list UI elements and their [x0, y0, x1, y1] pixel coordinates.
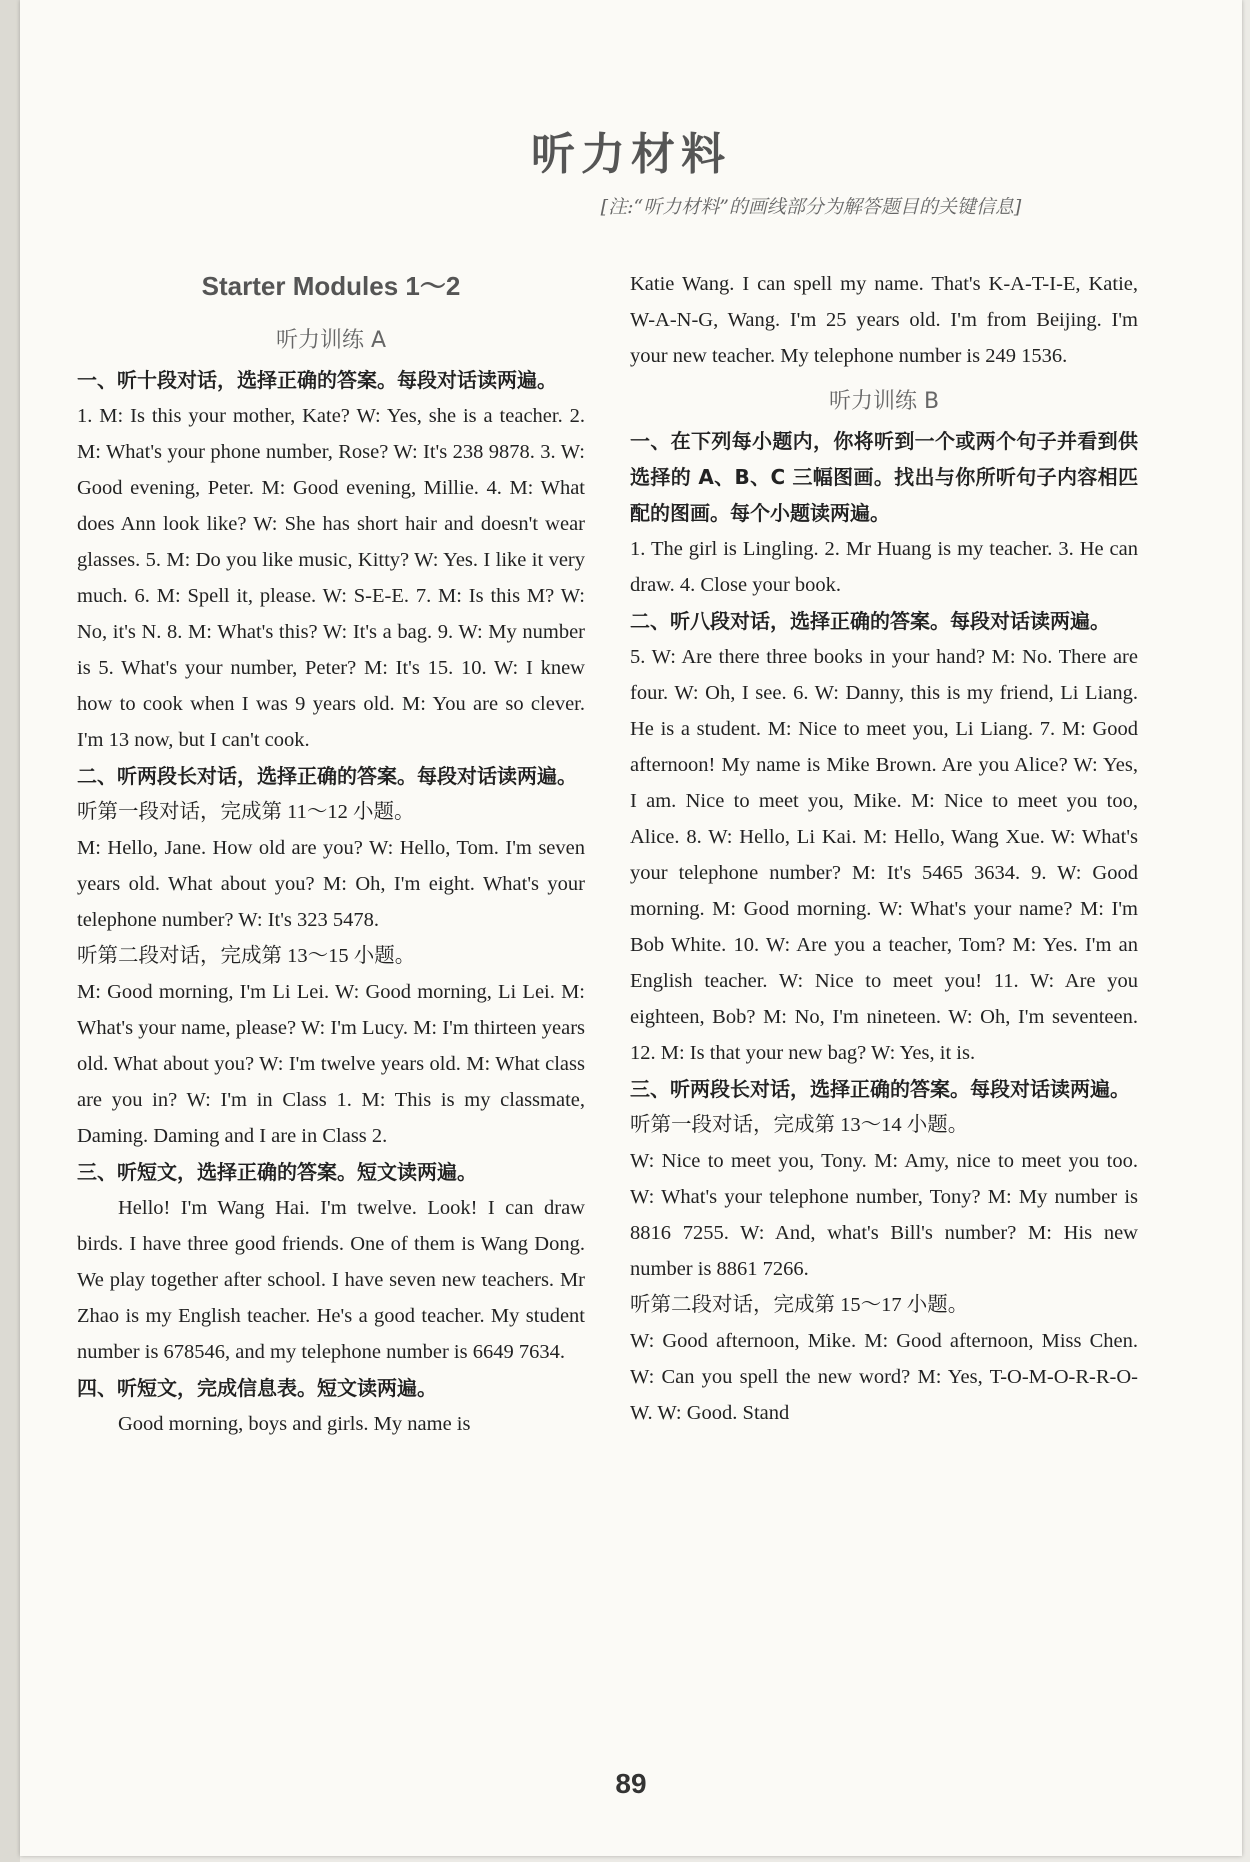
section-2-intro-2: 听第二段对话，完成第 13～15 小题。	[77, 945, 416, 967]
training-a-heading: 听力训练 A	[275, 328, 387, 353]
section-2-intro-1: 听第一段对话，完成第 11～12 小题。	[77, 801, 415, 823]
page-edge	[0, 0, 20, 1862]
page-title: 听力材料	[531, 129, 731, 180]
b-section-3-intro-2: 听第二段对话，完成第 15～17 小题。	[630, 1294, 969, 1316]
page-number: 89	[615, 1768, 647, 1799]
b-section-1-heading: 一、在下列每小题内，你将听到一个或两个句子并看到供选择的 A、B、C 三幅图画。找出与你所听句子内容相匹配的图画。每个小题读两遍。	[630, 429, 1138, 525]
section-4-heading: 四、听短文，完成信息表。短文读两遍。	[77, 1376, 437, 1400]
b-section-3-text-1: W: Nice to meet you, Tony. M: Amy, nice to meet you too. W: What's your telephone number, Tony? M: My number is 8816 7255. W: And, what's Bill's number? M: His new number is 8861 7266.	[630, 1150, 1138, 1280]
textbook-page	[20, 0, 1242, 1856]
training-b-heading: 听力训练 B	[828, 389, 940, 414]
b-section-3-intro-1: 听第一段对话，完成第 13～14 小题。	[630, 1114, 969, 1136]
section-1-heading: 一、听十段对话，选择正确的答案。每段对话读两遍。	[77, 368, 557, 392]
section-3-text: Hello! I'm Wang Hai. I'm twelve. Look! I can draw birds. I have three good friends. One of them is Wang Dong. We play together after school. I have seven new teachers. Mr Zhao is my English teacher. He's a good teacher. My student number is 678546, and my telephone number is 6649 7634.	[77, 1197, 585, 1363]
module-title: Starter Modules 1～2	[201, 271, 461, 301]
section-3-heading: 三、听短文，选择正确的答案。短文读两遍。	[77, 1160, 477, 1184]
title-note: [注:“听力材料”的画线部分为解答题目的关键信息]	[600, 196, 1022, 218]
section-1-text: 1. M: Is this your mother, Kate? W: Yes, she is a teacher. 2. M: What's your phone number, Rose? W: It's 238 9878. 3. W: Good evening, Peter. M: Good evening, Millie. 4. M: What does Ann look like? W: She has short hair and doesn't wear glasses. 5. M: Do you like music, Kitty? W: Yes. I like it very much. 6. M: Spell it, please. W: S-E-E. 7. M: Is this M? W: No, it's N. 8. M: What's this? W: It's a bag. 9. W: My number is 5. What's your number, Peter? M: It's 15. 10. W: I knew how to cook when I was 9 years old. M: You are so clever. I'm 13 now, but I can't cook.	[77, 405, 585, 751]
b-section-3-heading: 三、听两段长对话，选择正确的答案。每段对话读两遍。	[630, 1077, 1130, 1101]
section-2-heading: 二、听两段长对话，选择正确的答案。每段对话读两遍。	[77, 764, 577, 788]
b-section-2-heading: 二、听八段对话，选择正确的答案。每段对话读两遍。	[630, 609, 1110, 633]
b-section-2-text: 5. W: Are there three books in your hand? M: No. There are four. W: Oh, I see. 6. W: Danny, this is my friend, Li Liang. He is a student. M: Nice to meet you, Li Liang. 7. M: Good afternoon! My name is Mike Brown. Are you Alice? W: Yes, I am. Nice to meet you, Mike. M: Nice to meet you too, Alice. 8. W: Hello, Li Kai. M: Hello, Wang Xue. W: What's your telephone number? M: It's 5465 3634. 9. W: Good morning. M: Good morning. W: What's your name? M: I'm Bob White. 10. W: Are you a teacher, Tom? M: Yes. I'm an English teacher. W: Nice to meet you! 11. W: Are you eighteen, Bob? M: No, I'm nineteen. W: Oh, I'm seventeen. 12. M: Is that your new bag? W: Yes, it is.	[630, 646, 1138, 1064]
section-4-text: Good morning, boys and girls. My name is	[118, 1413, 471, 1435]
right-column	[630, 266, 1138, 1431]
section-2-text-2: M: Good morning, I'm Li Lei. W: Good morning, Li Lei. M: What's your name, please? W: I'm Lucy. M: I'm thirteen years old. What about you? W: I'm twelve years old. M: What class are you in? W: I'm in Class 1. M: This is my classmate, Daming. Daming and I are in Class 2.	[77, 981, 585, 1147]
section-2-text-1: M: Hello, Jane. How old are you? W: Hello, Tom. I'm seven years old. What about you? M: Oh, I'm eight. What's your telephone number? W: It's 323 5478.	[77, 837, 585, 931]
left-column	[77, 262, 585, 1442]
section-4-continued: Katie Wang. I can spell my name. That's K-A-T-I-E, Katie, W-A-N-G, Wang. I'm 25 years old. I'm from Beijing. I'm your new teacher. My telephone number is 249 1536.	[630, 273, 1138, 367]
b-section-3-text-2: W: Good afternoon, Mike. M: Good afternoon, Miss Chen. W: Can you spell the new word? M: Yes, T-O-M-O-R-R-O-W. W: Good. Stand	[630, 1330, 1138, 1424]
b-section-1-text: 1. The girl is Lingling. 2. Mr Huang is my teacher. 3. He can draw. 4. Close your book.	[630, 538, 1138, 596]
